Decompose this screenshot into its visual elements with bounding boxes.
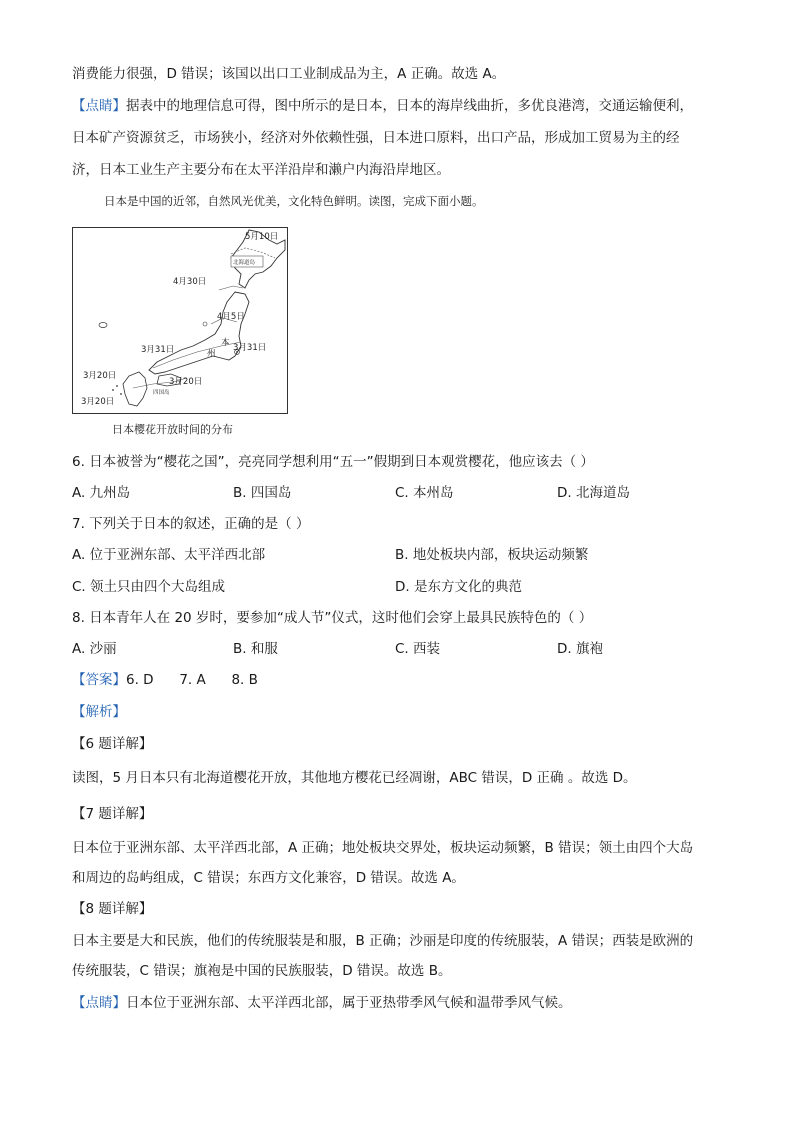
honshu-outline [149,292,249,374]
detail-8-line1: 日本主要是大和民族，他们的传统服装是和服，B 正确；沙丽是印度的传统服装，A 错误；西装是欧洲的 [72,933,694,949]
question-8-stem: 8. 日本青年人在 20 岁时，要参加“成人节”仪式，这时他们会穿上最具民族特色的（ ） [72,610,593,626]
question-7-stem: 7. 下列关于日本的叙述，正确的是（ ） [72,516,310,532]
q7-option-b[interactable]: B. 地处板块内部，板块运动频繁 [395,547,589,563]
island-sado [99,323,107,328]
label-zhou: 州 [207,349,216,359]
question-6-stem: 6. 日本被誉为“樱花之国”，亮亮同学想利用“五一”假期到日本观赏樱花，他应该去（ ） [72,454,594,470]
q7-option-d[interactable]: D. 是东方文化的典范 [395,579,522,595]
label-hokkaido: 北海道岛 [233,260,256,266]
kyushu-outline [123,372,147,406]
analysis-tag: 【解析】 [72,704,126,720]
city-symbol [203,322,207,326]
japan-map-figure [72,227,288,414]
q8-option-c[interactable]: C. 西装 [395,641,441,657]
detail-6-text: 读图，5 月日本只有北海道樱花开放，其他地方樱花已经凋谢，ABC 错误，D 正确 。故选 D。 [72,770,637,786]
label-shikoku: 四国岛 [153,390,170,396]
detail-7-tag: 【7 题详解】 [72,806,153,822]
dianjing-line: 据表中的地理信息可得，图中所示的是日本，日本的海岸线曲折，多优良港湾，交通运输便利， [126,98,693,114]
q6-option-d[interactable]: D. 北海道岛 [557,485,630,501]
detail-8-tag: 【8 题详解】 [72,901,153,917]
label-may10: 5月10日 [245,232,279,242]
island-dot [112,389,114,391]
label-apr5: 4月5日 [217,312,245,322]
answer-line [72,670,258,690]
label-mar20-mid: 3月20日 [169,377,203,387]
prev-answer-line: 消费能力很强，D 错误；该国以出口工业制成品为主，A 正确。故选 A。 [72,66,506,82]
q8-option-a[interactable]: A. 沙丽 [72,641,117,657]
dianjing-paragraph-1 [72,96,693,116]
dianjing-paragraph-2 [72,993,572,1013]
island-dot [116,385,118,387]
material-intro: 日本是中国的近邻，自然风光优美，文化特色鲜明。读图，完成下面小题。 [104,194,484,208]
dianjing-text: 日本位于亚洲东部、太平洋西北部，属于亚热带季风气候和温带季风气候。 [126,995,572,1011]
apr30-line [219,286,243,290]
label-mar31-left: 3月31日 [141,345,175,355]
q6-option-a[interactable]: A. 九州岛 [72,485,131,501]
detail-8-line2: 传统服装，C 错误；旗袍是中国的民族服装，D 错误。故选 B。 [72,963,452,979]
q8-option-b[interactable]: B. 和服 [233,641,278,657]
dianjing-line: 济，日本工业生产主要分布在太平洋沿岸和濑户内海沿岸地区。 [72,162,450,178]
dianjing-tag: 【点睛】 [72,98,126,114]
map-caption: 日本樱花开放时间的分布 [112,423,233,436]
detail-7-line2: 和周边的岛屿组成，C 错误；东西方文化兼容，D 错误。故选 A。 [72,870,465,886]
label-mar20-left: 3月20日 [83,371,117,381]
label-ben: 本 [221,338,230,348]
japan-sakura-map [73,228,287,413]
q6-option-b[interactable]: B. 四国岛 [233,485,292,501]
island-dot [120,393,122,395]
answer-text: 6. D 7. A 8. B [126,672,258,688]
detail-6-tag: 【6 题详解】 [72,736,153,752]
q7-option-c[interactable]: C. 领土只由四个大岛组成 [72,579,226,595]
label-apr30: 4月30日 [173,277,207,287]
dianjing-tag: 【点睛】 [72,995,126,1011]
label-mar20-bottom: 3月20日 [81,397,115,407]
label-mar31-right: 3月31日 [233,343,267,353]
q6-option-c[interactable]: C. 本州岛 [395,485,454,501]
detail-7-line1: 日本位于亚洲东部、太平洋西北部，A 正确；地处板块交界处，板块运动频繁，B 错误；领土由四个大岛 [72,840,694,856]
q8-option-d[interactable]: D. 旗袍 [557,641,603,657]
q7-option-a[interactable]: A. 位于亚洲东部、太平洋西北部 [72,547,266,563]
dianjing-line: 日本矿产资源贫乏，市场狭小，经济对外依赖性强，日本进口原料，出口产品，形成加工贸易为主的经 [72,130,680,146]
answer-tag: 【答案】 [72,672,126,688]
